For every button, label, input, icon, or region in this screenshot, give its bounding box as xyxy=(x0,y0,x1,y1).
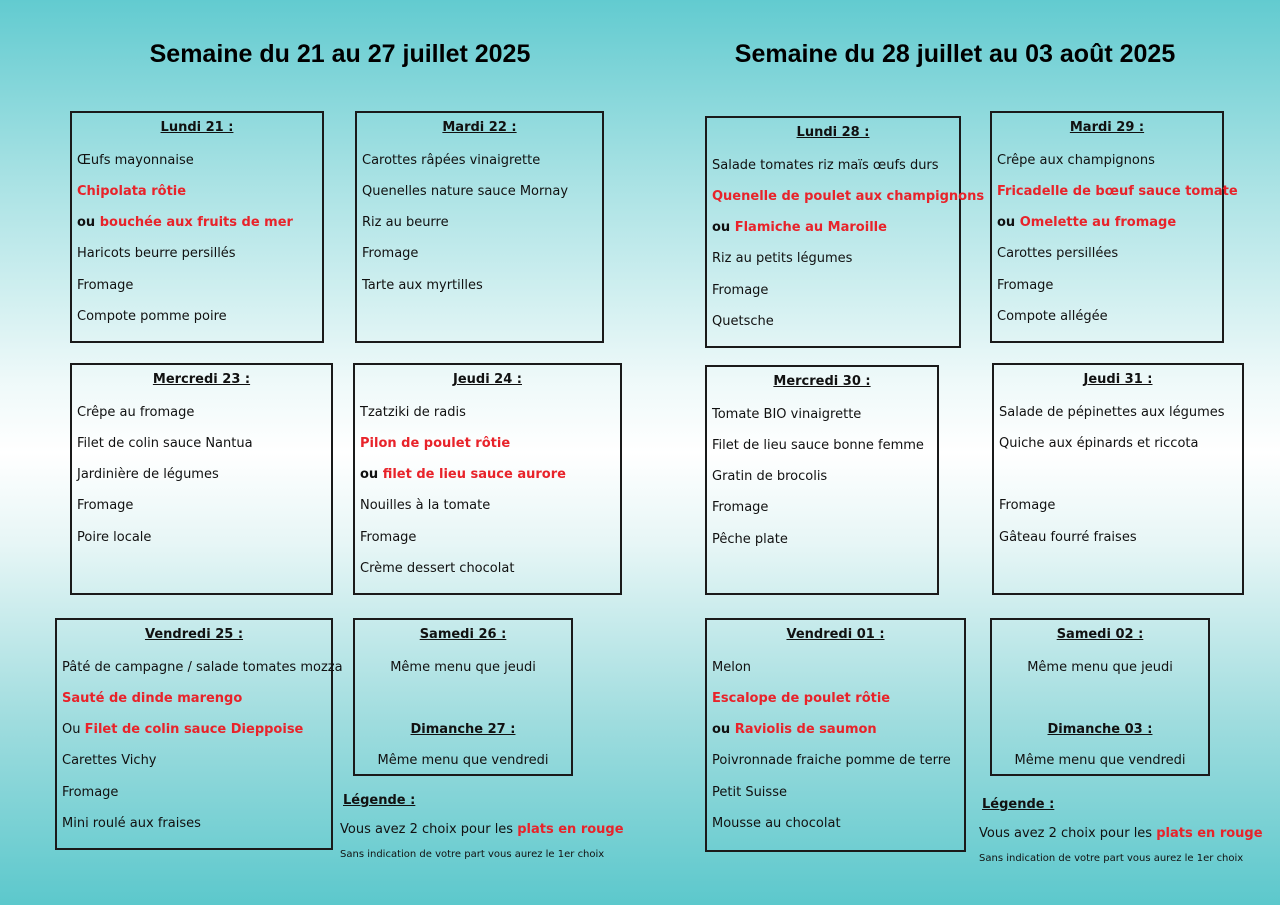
day-heading: Mercredi 23 : xyxy=(152,372,251,387)
menu-item: Quiche aux épinards et riccota xyxy=(999,436,1199,451)
legend-text: Vous avez 2 choix pour les plats en rouge xyxy=(340,822,624,837)
menu-item: Poire locale xyxy=(77,530,152,545)
day-box-lundi-21 xyxy=(70,111,324,343)
day-box-weekend-26-27 xyxy=(353,618,573,776)
day-heading: Samedi 26 : xyxy=(419,627,507,642)
day-box-jeudi-31 xyxy=(992,363,1244,595)
day-box-vendredi-25 xyxy=(55,618,343,850)
menu-item: Riz au petits légumes xyxy=(712,251,853,266)
menu-item: Fromage xyxy=(77,278,134,293)
menu-item: Tomate BIO vinaigrette xyxy=(712,407,862,422)
menu-item-choice: Pilon de poulet rôtie xyxy=(360,436,511,451)
menu-item: Fromage xyxy=(712,500,769,515)
menu-item: Filet de colin sauce Nantua xyxy=(77,436,253,451)
menu-item: Fromage xyxy=(997,278,1054,293)
menu-item: Œufs mayonnaise xyxy=(77,153,194,168)
menu-item: Nouilles à la tomate xyxy=(360,498,491,513)
day-heading: Lundi 21 : xyxy=(160,120,234,135)
menu-item: Fromage xyxy=(62,785,119,800)
menu-item: Crêpe aux champignons xyxy=(997,153,1155,168)
day-heading: Jeudi 31 : xyxy=(1083,372,1153,387)
day-heading: Mardi 22 : xyxy=(442,120,517,135)
menu-item: Quetsche xyxy=(712,314,774,329)
menu-item: Gratin de brocolis xyxy=(712,469,828,484)
legend-note: Sans indication de votre part vous aurez le 1er choix xyxy=(340,849,605,860)
menu-item: Fromage xyxy=(999,498,1056,513)
menu-item: Mousse au chocolat xyxy=(712,816,841,831)
day-heading: Samedi 02 : xyxy=(1056,627,1144,642)
menu-item: Salade tomates riz maïs œufs durs xyxy=(712,158,939,173)
menu-item: Tzatziki de radis xyxy=(360,405,466,420)
menu-item: Haricots beurre persillés xyxy=(77,246,236,261)
menu-item: Gâteau fourré fraises xyxy=(999,530,1137,545)
day-heading: Dimanche 27 : xyxy=(410,722,516,737)
menu-item: Fromage xyxy=(712,283,769,298)
menu-item: Même menu que vendredi xyxy=(377,753,549,768)
menu-item: Jardinière de légumes xyxy=(77,467,219,482)
day-heading: Mardi 29 : xyxy=(1069,120,1145,135)
menu-item: Compote pomme poire xyxy=(77,309,227,324)
legend-note: Sans indication de votre part vous aurez le 1er choix xyxy=(979,853,1244,864)
day-box-mardi-29 xyxy=(990,111,1238,343)
legend xyxy=(340,793,640,860)
menu-item: Crêpe au fromage xyxy=(77,405,195,420)
legend-title: Légende : xyxy=(982,797,1055,812)
menu-item: Salade de pépinettes aux légumes xyxy=(999,405,1225,420)
menu-item-choice: Sauté de dinde marengo xyxy=(62,691,243,706)
menu-item: Carottes persillées xyxy=(997,246,1119,261)
menu-item-choice: Quenelle de poulet aux champignons xyxy=(712,189,985,204)
day-heading: Vendredi 25 : xyxy=(144,627,244,642)
menu-item: Mini roulé aux fraises xyxy=(62,816,201,831)
menu-item-choice-alt: Ou Filet de colin sauce Dieppoise xyxy=(62,722,304,737)
day-box-vendredi-01 xyxy=(705,618,966,852)
menu-item: Même menu que jeudi xyxy=(390,660,536,675)
menu-item: Carettes Vichy xyxy=(62,753,157,768)
day-heading: Lundi 28 : xyxy=(796,125,870,140)
day-heading: Jeudi 24 : xyxy=(452,372,522,387)
menu-item-choice-alt: ou bouchée aux fruits de mer xyxy=(77,215,293,230)
menu-item-choice-alt: ou Flamiche au Maroille xyxy=(712,220,887,235)
menu-item: Filet de lieu sauce bonne femme xyxy=(712,438,924,453)
menu-item: Même menu que vendredi xyxy=(1014,753,1186,768)
day-box-jeudi-24 xyxy=(353,363,622,595)
menu-item: Melon xyxy=(712,660,752,675)
menu-item: Riz au beurre xyxy=(362,215,449,230)
day-heading: Vendredi 01 : xyxy=(786,627,885,642)
week2-title: Semaine du 28 juillet au 03 août 2025 xyxy=(734,40,1176,68)
menu-item: Compote allégée xyxy=(997,309,1108,324)
day-box-weekend-02-03 xyxy=(990,618,1210,776)
menu-item-choice-alt: ou Raviolis de saumon xyxy=(712,722,877,737)
menu-item: Tarte aux myrtilles xyxy=(362,278,483,293)
menu-item: Poivronnade fraiche pomme de terre xyxy=(712,753,951,768)
menu-item-choice: Chipolata rôtie xyxy=(77,184,187,199)
week1-title: Semaine du 21 au 27 juillet 2025 xyxy=(149,40,531,68)
legend-text: Vous avez 2 choix pour les plats en rouge xyxy=(979,826,1263,841)
day-heading: Mercredi 30 : xyxy=(773,374,871,389)
day-box-mardi-22 xyxy=(355,111,604,343)
menu-item: Fromage xyxy=(77,498,134,513)
menu-item: Quenelles nature sauce Mornay xyxy=(362,184,569,199)
menu-item: Pêche plate xyxy=(712,532,788,547)
menu-item-choice-alt: ou Omelette au fromage xyxy=(997,215,1177,230)
menu-item-choice: Fricadelle de bœuf sauce tomate xyxy=(997,184,1238,199)
menu-item: Pâté de campagne / salade tomates mozza xyxy=(62,660,343,675)
menu-item: Petit Suisse xyxy=(712,785,787,800)
menu-item: Fromage xyxy=(360,530,417,545)
legend xyxy=(979,797,1269,864)
day-heading: Dimanche 03 : xyxy=(1047,722,1153,737)
menu-item-choice-alt: ou filet de lieu sauce aurore xyxy=(360,467,566,482)
menu-item: Carottes râpées vinaigrette xyxy=(362,153,541,168)
day-box-mercredi-23 xyxy=(70,363,333,595)
legend-title: Légende : xyxy=(343,793,416,808)
day-box-mercredi-30 xyxy=(705,365,939,595)
menu-item: Crème dessert chocolat xyxy=(360,561,515,576)
menu-item-choice: Escalope de poulet rôtie xyxy=(712,691,891,706)
menu-item: Même menu que jeudi xyxy=(1027,660,1173,675)
menu-item: Fromage xyxy=(362,246,419,261)
day-box-lundi-28 xyxy=(705,116,985,348)
